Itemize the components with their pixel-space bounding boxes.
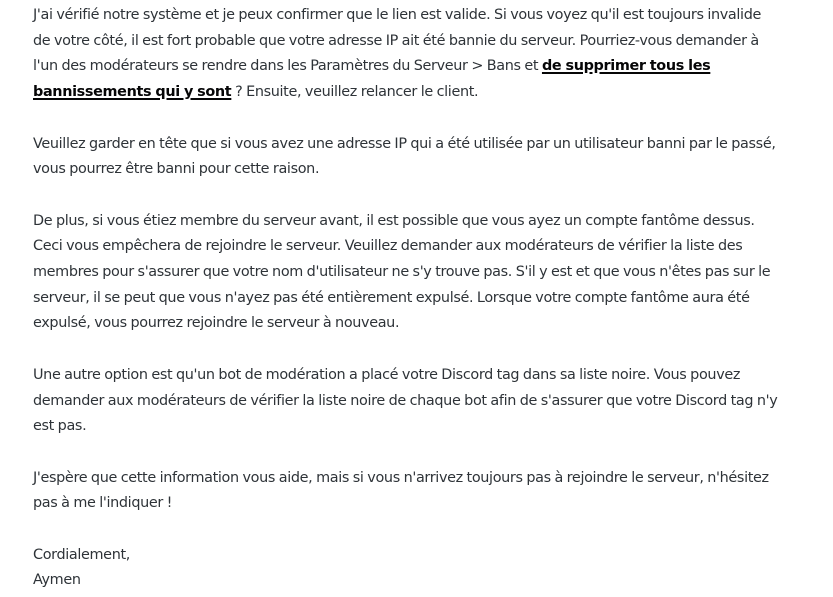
signature-name: Aymen [33,572,81,589]
support-message [33,3,778,594]
signature-block [33,543,778,594]
paragraph-closing-help: J'espère que cette information vous aide, mais si vous n'arrivez toujours pas à rejoindre le serveur, n'hésitez pas à me l'indiquer ! [33,469,769,512]
paragraph-ip-ban [33,3,778,106]
paragraph-ghost-account: De plus, si vous étiez membre du serveur avant, il est possible que vous ayez un compte fantôme dessus. Ceci vous empêchera de rejoindre le serveur. Veuillez demander aux modérateurs de vérifier la liste des membres pour s'assurer que votre nom d'utilisateur ne s'y trouve pas. S'il y est et que vous n'êtes pas sur le serveur, il se peut que vous n'ayez pas été entièrement expulsé. Lorsque votre compte fantôme aura été expulsé, vous pourrez rejoindre le serveur à nouveau. [33,212,771,332]
remove-bans-link[interactable]: de supprimer tous les bannissements qui y sont [33,58,711,101]
paragraph-ip-ban-text-start: J'ai vérifié notre système et je peux confirmer que le lien est valide. Si vous voyez qu'il est toujours invalide de votre côté, il est fort probable que votre adresse IP ait été bannie du serveur. Pourriez-vous demander à l'un des modérateurs se rendre dans les Paramètres du Serveur > Bans et [33,7,761,75]
paragraph-ip-ban-text-end: ? Ensuite, veuillez relancer le client. [231,84,479,101]
paragraph-shared-ip: Veuillez garder en tête que si vous avez une adresse IP qui a été utilisée par un utilisateur banni par le passé, vous pourrez être banni pour cette raison. [33,135,776,178]
closing-text: Cordialement, [33,546,130,563]
paragraph-bot-blacklist: Une autre option est qu'un bot de modération a placé votre Discord tag dans sa liste noire. Vous pouvez demander aux modérateurs de vérifier la liste noire de chaque bot afin de s'assurer que votre Discord tag n'y est pas. [33,366,778,435]
